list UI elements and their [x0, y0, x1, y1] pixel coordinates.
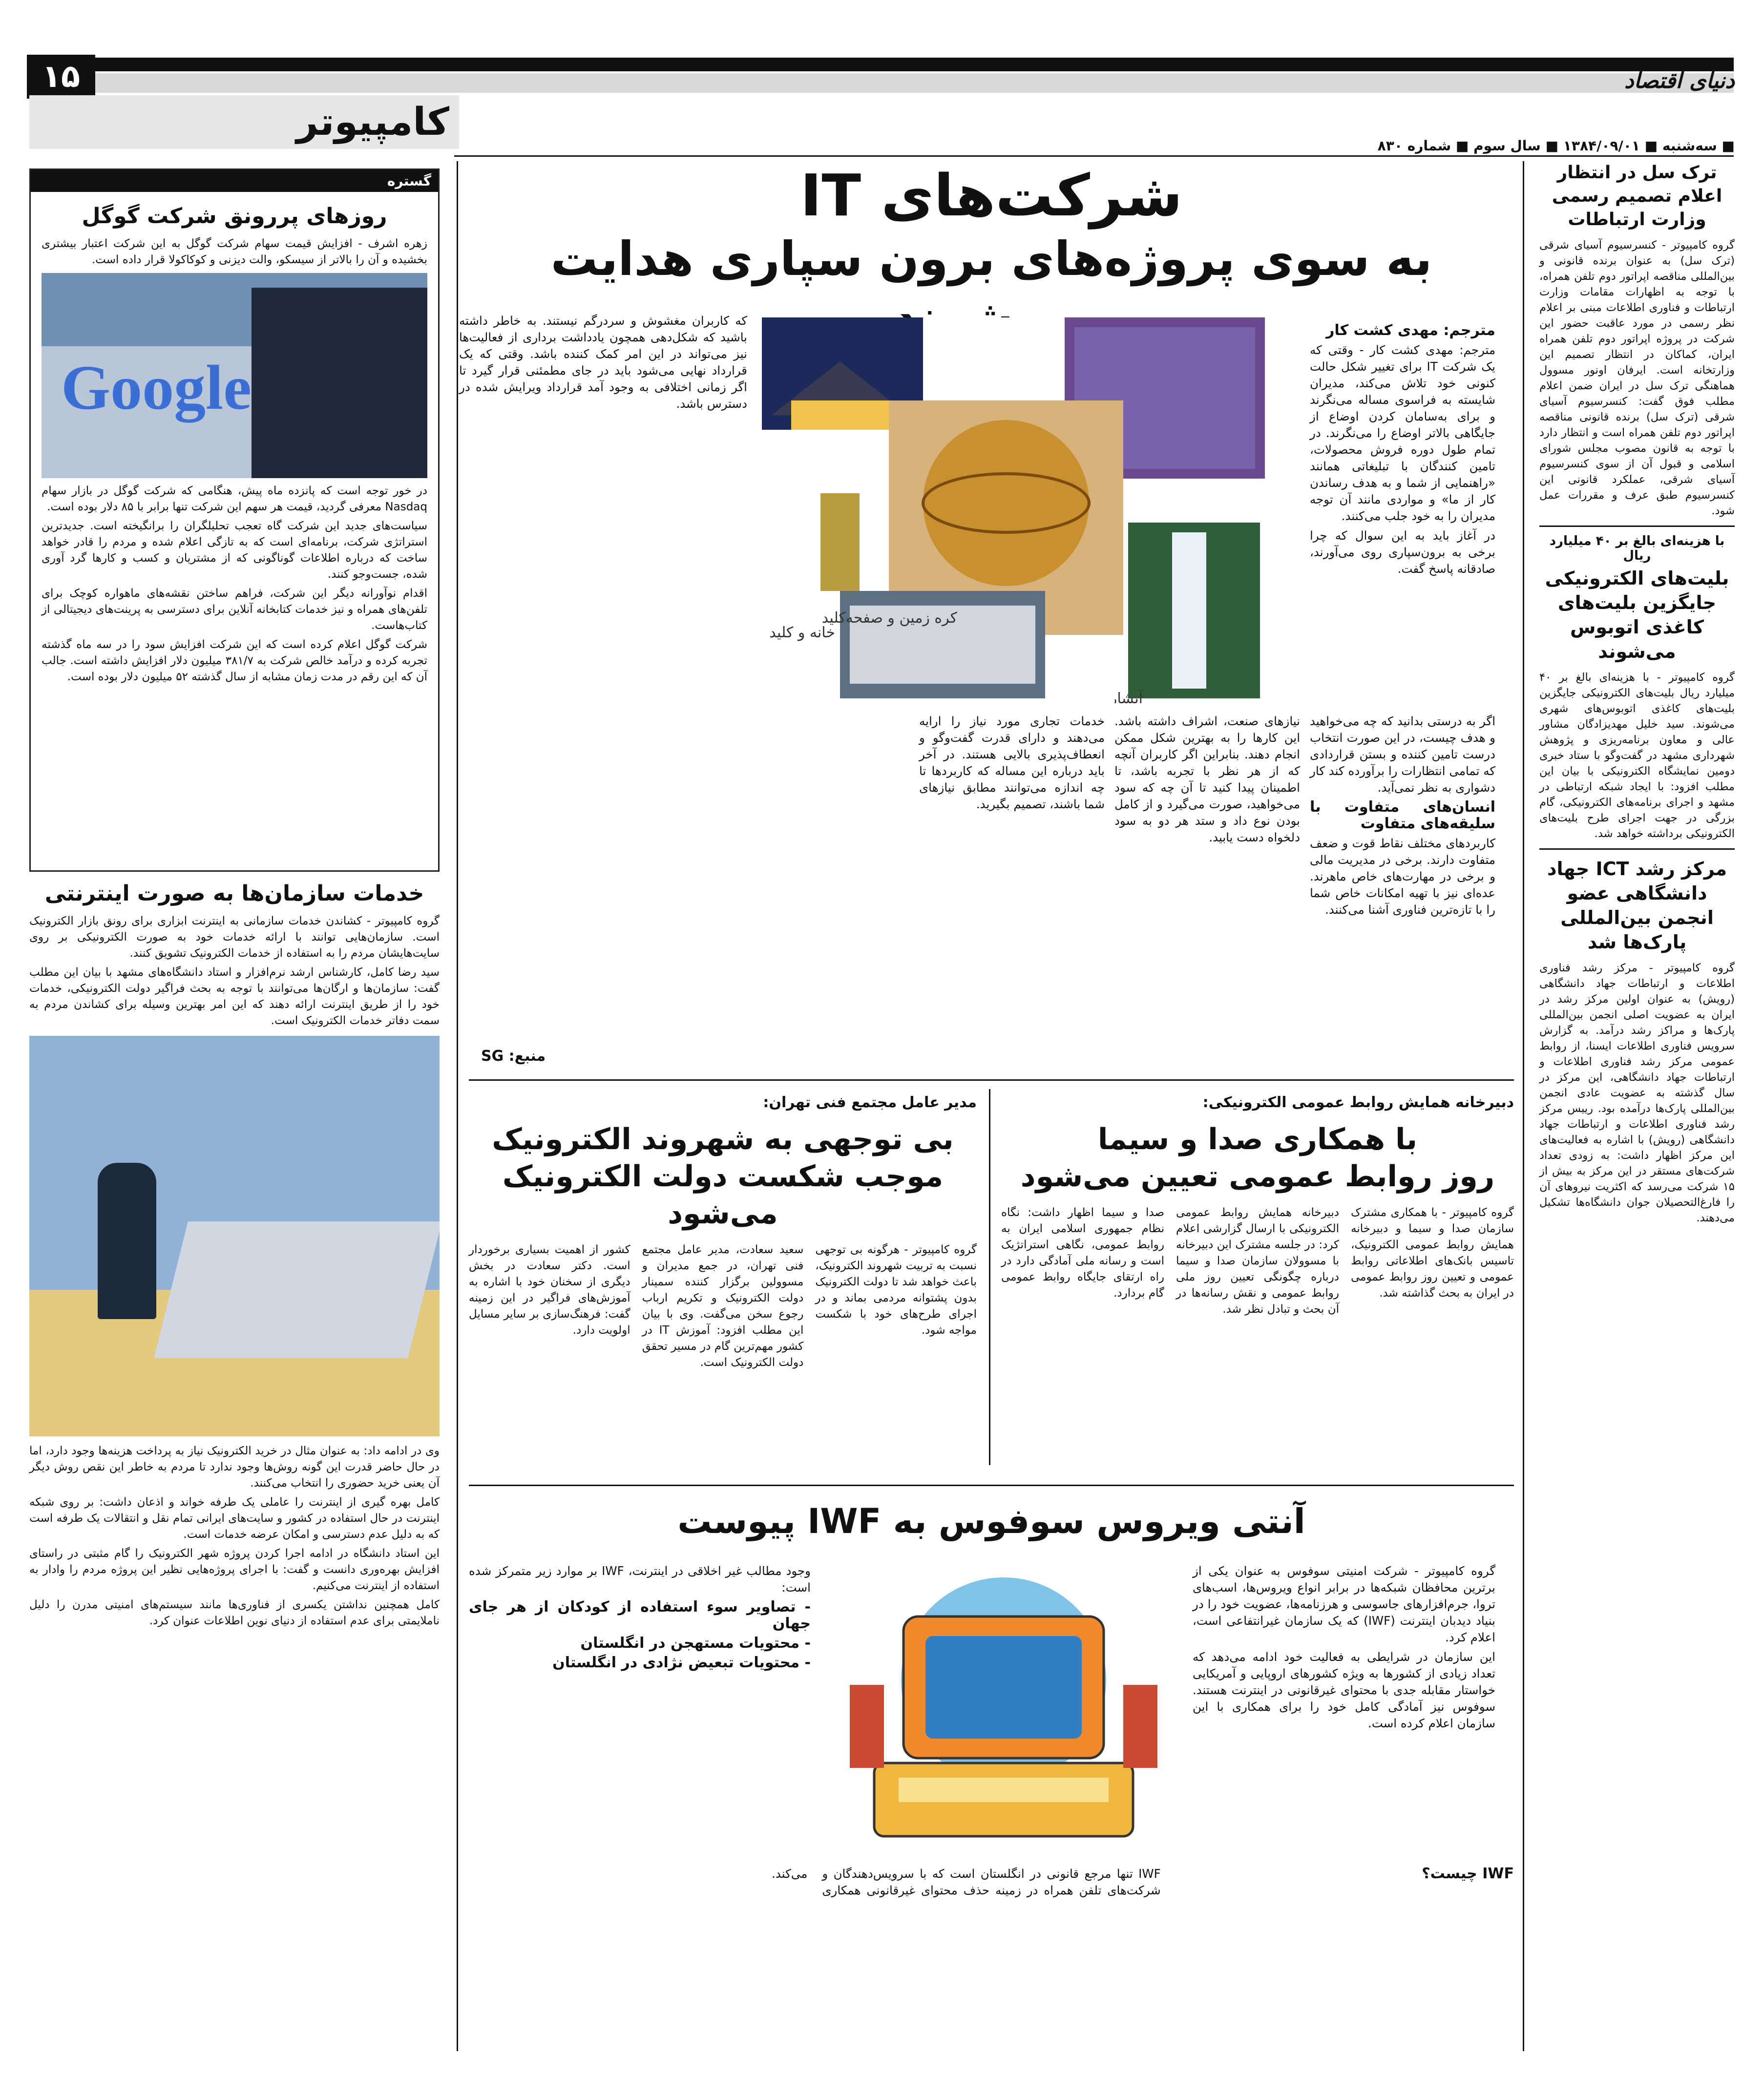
- bullet: - محتویات مستهجن در انگلستان: [580, 1635, 811, 1652]
- image-caption: خانه و کلید: [769, 624, 835, 641]
- story-title: ترک سل در انتظار اعلام تصمیم رسمی وزارت ارتباطات: [1552, 163, 1722, 230]
- paragraph: کامل بهره گیری از اینترنت را عاملی یک طرفه خواند و اذعان داشت: بر روی شبکه اینترنت در حال استفاده در کشور و سایت‌های ایرانی تمام نقل و انتقالات یک طرفه است که به دلیل عدم دسترسی و امکان عرضه خدمات است.: [29, 1496, 440, 1541]
- paragraph: این سازمان در شرایطی به فعالیت خود ادامه می‌دهد که تعداد زیادی از کشورها به ویژه کشورهای اروپایی و آمریکایی خواستار مقابله جدی با محتوای غیرقانونی در اینترنت هستند. سوفوس نیز آمادگی کامل خود را برای همکاری با این سازمان اعلام کرده است.: [1193, 1650, 1495, 1730]
- paragraph: گروه کامپیوتر - کشاندن خدمات سازمانی به اینترنت ابزاری برای رونق بازار الکترونیک است. سازمان‌هایی توانند با ارائه خدمات خود به صورت الکترونیکی بر روی سایت‌هایشان مردم را به استفاده از خدمات الکترونیک تشویق کنند.: [29, 915, 440, 960]
- paragraph: اگر به درستی بدانید که چه می‌خواهید و هدف چیست، در این صورت انتخاب درست تامین کننده و بستن قراردادی که تمامی انتظارات را برآورده کند کار دشواری به نظر نمی‌آید.: [1310, 714, 1495, 795]
- main-body-column: [1310, 713, 1495, 921]
- paragraph: گروه کامپیوتر - هرگونه بی توجهی نسبت به تربیت شهروند الکترونیک، باعث خواهد شد تا دولت الکترونیک بدون پشتوانه مردمی بماند و در اجرای طرح‌های خود با شکست مواجه شود.: [815, 1243, 977, 1337]
- story-title: خدمات سازمان‌ها به صورت اینترنتی: [44, 881, 424, 906]
- main-body-column: [1114, 713, 1300, 849]
- story-kicker: دبیرخانه همایش روابط عمومی الکترونیکی:: [1202, 1094, 1514, 1111]
- paragraph: سید رضا کامل، کارشناس ارشد نرم‌افزار و استاد دانشگاه‌های مشهد با بیان این مطلب گفت: سازمان‌ها و ارگان‌ها می‌توانند با توجه به بحث فراگیر دولت الکترونیکی، خدمات خود را از طریق اینترنت ارائه دهند که این امر بهترین وسیله برای کشاندن مردم به سمت دفاتر خدمات الکترونیک است.: [29, 966, 440, 1027]
- paragraph: دبیرخانه همایش روابط عمومی الکترونیکی با ارسال گزارشی اعلام کرد: در جلسه مشترک این دبیرخانه با مسوولان سازمان صدا و سیما درباره چگونگی تعیین روز ملی روابط عمومی و نقش رسانه‌ها در آن بحث و تبادل نظر شد.: [1176, 1206, 1339, 1316]
- header-strip: [29, 73, 1734, 93]
- paragraph: در آغاز باید به این سوال که چرا برخی به برون‌سپاری روی می‌آورند، صادقانه پاسخ گفت.: [1310, 528, 1495, 576]
- section-divider: [469, 1079, 1514, 1081]
- source-credit: منبع: SG: [481, 1048, 546, 1065]
- story-title: بی توجهی به شهروند الکترونیک: [492, 1122, 954, 1156]
- e-citizen-story: [469, 1094, 977, 1371]
- page-number: ۱۵: [27, 55, 95, 99]
- story-title: روز روابط عمومی تعیین می‌شود: [1020, 1159, 1495, 1194]
- main-headline-2: به سوی پروژه‌های برون سپاری هدایت: [550, 231, 1432, 286]
- paragraph: زهره اشرف - افزایش قیمت سهام شرکت گوگل به این شرکت اعتبار بیشتری بخشیده و آن را بالاتر از سیسکو، والت دیزنی و کوکاکولا قرار داده است.: [42, 237, 427, 266]
- box-label: گستره: [31, 170, 438, 192]
- main-body-column: [459, 313, 747, 415]
- paragraph: خدمات تجاری مورد نیاز را ارایه می‌دهند و دارای قدرت گفت‌وگو و انعطاف‌پذیری بالایی هستند. در آخر باید درباره این مساله که کاربردها تا چه اندازه می‌توانند مطابق نیازهای شما باشند، تصمیم بگیرید.: [919, 714, 1105, 811]
- paragraph: وی در ادامه داد: به عنوان مثال در خرید الکترونیک نیاز به پرداخت هزینه‌ها وجود دارد، اما در حال حاضر قدرت این گونه روش‌ها وجود ندارد تا مردم به خاطر این نقص روش دیگر آن یعنی خرید حضوری را انتخاب می‌کنند.: [29, 1445, 440, 1490]
- column-divider: [457, 161, 458, 2051]
- main-headline-1: شرکت‌های IT: [800, 162, 1183, 229]
- story-body: [469, 1242, 977, 1371]
- antivirus-body: [1193, 1563, 1495, 1735]
- column-divider: [1523, 161, 1524, 2051]
- section-title: کامپیوتر: [29, 95, 459, 149]
- story-body: [29, 913, 440, 1029]
- story-body: گروه کامپیوتر - مرکز رشد فناوری اطلاعات و ارتباطات جهاد دانشگاهی (رویش) به عنوان اولین مرکز رشد در ایران به عضویت اصلی انجمن بین‌المللی پارک‌ها و مراکز رشد درآمد. به گزارش سرویس فناوری اطلاعات ایسنا، از روابط عمومی مرکز رشد فناوری اطلاعات و ارتباطات جهاد دانشگاهی، این مرکز در سال گذشته به عضویت عادی انجمن بین‌المللی پارک‌ها درآمده بود. رییس مرکز رشد فناوری اطلاعات و ارتباطات جهاد دانشگاهی (رویش) با اشاره به فعالیت‌های این مرکز اظهار داشت: به زودی تعداد شرکت‌های مستقر در این مرکز به بیش از ۱۵ شرکت می‌رسد که اکثریت نیروهای آن را فارغ‌التحصیلان جوان دانشگاه‌ها تشکیل می‌دهند.: [1539, 962, 1735, 1224]
- paragraph: IWF تنها مرجع قانونی در انگلستان است که با سرویس‌دهندگان و شرکت‌های تلفن همراه در زمینه حذف محتوای غیرقانونی همکاری می‌کند.: [772, 1867, 1161, 1897]
- story-body: [31, 483, 438, 685]
- bullet: - تصاویر سوء استفاده از کودکان از هر جای جهان: [469, 1598, 811, 1632]
- paragraph: مترجم: مهدی کشت کار - وقتی که یک شرکت IT برای تغییر شکل حالت کنونی خود تلاش می‌کند، مدیران شایسته به فراسوی مساله می‌نگرند و برای به‌سامان کردن اوضاع از جایگاهی بالاتر اوضاع را می‌نگرند. در تمام طول دوره فروش محصولات، تامین کنندگان با تبلیغاتی همانند «راهنمایی از شما و به هدف رساندن کار از ما» و مواردی مانند آن توجه مدیران را به خود جلب می‌کنند.: [1310, 343, 1495, 523]
- paragraph: سیاست‌های جدید این شرکت گاه تعجب تحلیلگران را برانگیخته است. جدیدترین استراتژی شرکت، برنامه‌ای است که به تازگی اعلام شده و مردم را قادر خواهد ساخت که درباره اطلاعات گوناگونی که از مشتریان و کسب و کارها گرد آوری شده، جست‌وجو کنند.: [42, 520, 427, 581]
- story-body: [1001, 1205, 1514, 1318]
- subhead: IWF چیست؟: [1422, 1865, 1514, 1882]
- man-with-laptop-photo: [29, 1036, 440, 1436]
- google-photo: [42, 273, 427, 478]
- bullet: - محتویات تبعیض نژادی در انگلستان: [552, 1654, 811, 1671]
- story-title: بلیت‌های الکترونیکی جایگزین بلیت‌های کاغذی اتوبوس می‌شوند: [1545, 567, 1729, 662]
- story-title: با همکاری صدا و سیما: [1097, 1122, 1418, 1156]
- main-body-column: [919, 713, 1105, 816]
- story-title: موجب شکست دولت الکترونیک می‌شود: [502, 1159, 944, 1231]
- image-caption: آبشار: [1110, 690, 1143, 703]
- google-story-box: [29, 168, 440, 872]
- date-line: ■ سه‌شنبه ■ ۱۳۸۴/۰۹/۰۱ ■ سال سوم ■ شماره ۸۳۰: [1377, 138, 1735, 154]
- antivirus-body: [469, 1866, 1514, 1899]
- image-caption: کره زمین و صفحه‌کلید: [821, 609, 957, 627]
- newspaper-logo: دنیای اقتصاد: [1624, 68, 1735, 93]
- paragraph: کامل همچنین نداشتن یکسری از فناوری‌ها مانند سیستم‌های امنیتی مدرن را دلیل ناملایمتی برای عدم استفاده از دنیای نوین اطلاعات عنوان کرد.: [29, 1598, 440, 1627]
- story-body: [29, 1443, 440, 1629]
- story-title: روزهای پررونق شرکت گوگل: [82, 204, 387, 229]
- story-kicker: مدیر عامل مجتمع فنی تهران:: [763, 1094, 977, 1111]
- story-kicker: با هزینه‌ای بالغ بر ۴۰ میلیارد ریال: [1549, 534, 1725, 563]
- paragraph: وجود مطالب غیر اخلاقی در اینترنت، IWF بر موارد زیر متمرکز شده است:: [469, 1564, 811, 1595]
- paragraph: شرکت گوگل اعلام کرده است که این شرکت افزایش سود را در سه ماه گذشته تجربه کرده و درآمد خالص شرکت به ۳۸۱/۷ میلیون دلار افزایش داشته است. جالب آن که این رقم در مدت زمان مشابه از سال گذشته ۵۲ میلیون دلار بوده است.: [42, 638, 427, 683]
- paragraph: صدا و سیما اظهار داشت: نگاه نظام جمهوری اسلامی ایران به روابط عمومی، نگاهی استراتژیک است و رسانه ملی آمادگی دارد در راه ارتقای جایگاه روابط عمومی گام بردارد.: [1001, 1206, 1164, 1300]
- right-column: [1539, 161, 1735, 1226]
- story-title: مرکز رشد ICT جهاد دانشگاهی عضو انجمن بین‌المللی پارک‌ها شد: [1547, 858, 1727, 953]
- paragraph: که کاربران مغشوش و سردرگم نیستند. به خاطر داشته باشید که شکل‌دهی همچون یادداشت برداری از فعالیت‌ها نیز می‌تواند در این امر کمک کننده باشد. وقتی که یک قرارداد نهایی می‌شود باید در جای مطمئنی قرار گیرد تا اگر زمانی اختلافی به وجود آمد قرارداد ویرایش شده در دسترس باشد.: [459, 314, 747, 411]
- paragraph: این استاد دانشگاه در ادامه اجرا کردن پروژه شهر الکترونیک را گام مثبتی در راستای افزایش بهره‌وری دانست و گفت: با اجرای پروژه‌هایی نظیر این پروژه مردم را وادار به استفاده از اینترنت می‌کنیم.: [29, 1547, 440, 1592]
- antivirus-headline: آنتی ویروس سوفوس به IWF پیوست: [677, 1501, 1305, 1541]
- antivirus-body: [469, 1563, 811, 1674]
- paragraph: نیازهای صنعت، اشراف داشته باشد. این کارها را به بهترین شکل ممکن انجام دهند. بنابراین اگر کاربران آنچه که از هر نظر با تجربه باشد، تا اطمینان پیدا کنید تا آن چه که سود می‌خواهید، صورت می‌گیرد و از کامل بودن نوع داد و ستد هر دو به سود دلخواه دست یابید.: [1114, 714, 1300, 844]
- paragraph: در خور توجه است که پانزده ماه پیش، هنگامی که شرکت گوگل در بازار سهام Nasdaq معرفی گردید، قیمت هر سهم این شرکت تنها برابر با ۸۵ دلار بوده است.: [42, 484, 427, 513]
- paragraph: سعید سعادت، مدیر عامل مجتمع فنی تهران، در جمع مدیران و مسوولین برگزار کننده سمینار دولت الکترونیک و تکریم ارباب رجوع سخن می‌گفت. وی با بیان این مطلب افزود: آموزش IT در کشور مهم‌ترین گام در مسیر تحقق دولت الکترونیک است.: [642, 1243, 804, 1369]
- main-body-column: [1310, 322, 1495, 580]
- section-divider: [469, 1485, 1514, 1486]
- paragraph: کاربردهای مختلف نقاط قوت و ضعف متفاوت دارند. برخی در مدیریت مالی و برخی در مهارت‌های خاص ماهرند. عده‌ای نیز با تهیه امکانات خاص شما را با تازه‌ترین فناوری آشنا می‌کنند.: [1310, 836, 1495, 917]
- divider: [1539, 525, 1735, 527]
- main-collage-image: [762, 317, 1265, 703]
- byline: مترجم: مهدی کشت کار: [1326, 322, 1495, 339]
- paragraph: گروه کامپیوتر - با همکاری مشترک سازمان صدا و سیما و دبیرخانه همایش روابط عمومی الکترونیک، تاسیس بانک‌های اطلاعاتی روابط عمومی و تعیین روز روابط عمومی در ایران به بحث گذاشته شد.: [1351, 1206, 1514, 1300]
- header-divider: [454, 155, 1734, 157]
- pr-story: [1001, 1094, 1514, 1318]
- story-body: گروه کامپیوتر - کنسرسیوم آسیای شرقی (ترک سل) به عنوان برنده قانونی و بین‌المللی مناقصه اپراتور دوم تلفن همراه، با توجه به اظهارات مقامات وزارت ارتباطات و فناوری اطلاعات مبنی بر اعلام نظر رسمی در مورد عاقبت حضور این شرکت در پروژه اپراتور دوم تلفن همراه ایران، کماکان در انتظار تصمیم این وزارتخانه است. ایرفان اونور مسوول هماهنگی ترک سل در ایران ضمن اعلام مطلب فوق گفت: کنسرسیوم آسیای شرقی (ترک سل) برنده قانونی مناقصه اپراتور دوم تلفن همراه است و انتظار دارد با توجه به قانون مصوب مجلس شورای اسلامی و قبول آن از سوی کنسرسیوم آسیای شرقی، عملکرد قانونی این کنسرسیوم طبق عرف و مقررات عمل شود.: [1539, 239, 1735, 517]
- computer-illustration: [830, 1563, 1177, 1856]
- paragraph: گروه کامپیوتر - شرکت امنیتی سوفوس به عنوان یکی از برترین محافظان شبکه‌ها در برابر انواع ویروس‌ها، اسب‌های تروا، جرم‌افزارهای جاسوسی و هرزنامه‌ها، عضویت خود را در بنیاد دیدبان اینترنت (IWF) که یک سازمان غیرانتفاعی است، اعلام کرد.: [1193, 1564, 1496, 1644]
- top-rule: [29, 58, 1734, 71]
- internet-services-story: [29, 879, 440, 1632]
- story-body: گروه کامپیوتر - با هزینه‌ای بالغ بر ۴۰ میلیارد ریال بلیت‌های الکترونیکی جایگزین بلیت‌های کاغذی اتوبوس‌های شهری می‌شوند. سید خلیل مهدیزادگان مشاور عالی و معاون برنامه‌ریزی و پژوهش شهرداری مشهد در گفت‌وگو با ستاد خبری دومین نمایشگاه الکترونیکی با بیان این مطلب افزود: با ایجاد شبکه ارتباطی در مشهد و اجرای برنامه‌های الکترونیکی، گام بزرگی در جهت اجرای طرح بلیت‌های الکترونیکی برداشته خواهد شد.: [1539, 671, 1735, 840]
- subhead: انسان‌های متفاوت با سلیقه‌های متفاوت: [1310, 798, 1495, 832]
- paragraph: کشور از اهمیت بسیاری برخوردار است. دکتر سعادت در بخش دیگری از سخنان خود با اشاره به آموزش‌های فراگیر در این زمینه گفت: فرهنگ‌سازی بر سایر مسایل اولویت دارد.: [469, 1243, 630, 1337]
- google-logo: Google: [61, 353, 252, 423]
- paragraph: اقدام نوآورانه دیگر این شرکت، فراهم ساختن نقشه‌های ماهواره کوچک برای تلفن‌های همراه و نیز خدمات کتابخانه آنلاین برای دسترسی به پرینت‌های دیجیتالی از کتاب‌هاست.: [42, 587, 427, 632]
- story-body: [31, 231, 438, 268]
- column-divider: [989, 1089, 990, 1465]
- divider: [1539, 848, 1735, 850]
